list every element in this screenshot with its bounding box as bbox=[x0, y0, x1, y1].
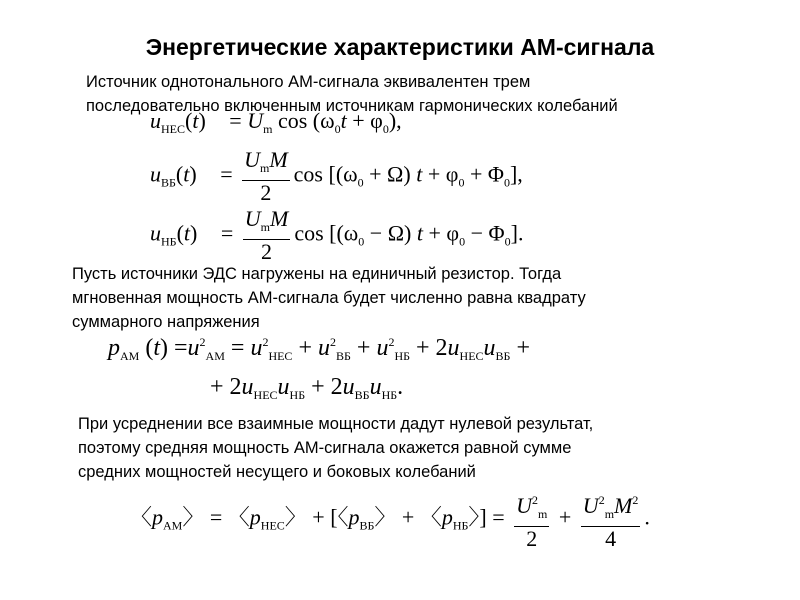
paragraph-line: При усреднении все взаимные мощности дадут нулевой результат, bbox=[78, 415, 594, 433]
equation-carrier: $u_{НЕС}(t) = U_m$ $\cos (\omega_0t + \varphi_0)$, bbox=[150, 108, 402, 136]
equation-instant-power-line2: + $2u_{НЕС}u_{НБ} + 2u_{ВБ}u_{НБ}$. bbox=[210, 374, 404, 402]
paragraph-instant-power bbox=[72, 262, 586, 334]
equation-upper-sideband: $u_{ВБ}(t)$ = $\frac{U_mM}{2}$ $\cos [(\omega_0 + \Omega) t + \varphi_0 + \Phi_0]$, bbox=[150, 147, 523, 205]
paragraph-line: поэтому средняя мощность АМ-сигнала окажется равной сумме bbox=[78, 439, 572, 457]
equation-average-power: 〈$p_{АМ}$〉 = 〈$p_{НЕС}$〉 + [〈$p_{ВБ}$〉 + 〈$p_{НБ}$〉] = $\frac{U^2_m}{2}$ + $\frac{U^2_mM^2}{4}$ . bbox=[130, 493, 650, 551]
paragraph-line: Пусть источники ЭДС нагружены на единичный резистор. Тогда bbox=[72, 265, 562, 283]
paragraph-line: суммарного напряжения bbox=[72, 313, 260, 331]
slide-title: Энергетические характеристики АМ-сигнала bbox=[145, 34, 655, 60]
paragraph-average-power bbox=[78, 412, 593, 484]
paragraph-line: средних мощностей несущего и боковых колебаний bbox=[78, 463, 476, 481]
paragraph-line: последовательно включенным источникам гармонических колебаний bbox=[86, 97, 618, 115]
equation-instant-power-line1: $p_{АМ}$ $(t) =u^2_{АМ} = u^2_{НЕС} + u^2_{ВБ} + u^2_{НБ} + 2u_{НЕС}u_{ВБ}$ + bbox=[108, 335, 530, 363]
paragraph-line: Источник однотонального АМ-сигнала эквивалентен трем bbox=[86, 73, 531, 91]
paragraph-line: мгновенная мощность АМ-сигнала будет численно равна квадрату bbox=[72, 289, 586, 307]
equation-lower-sideband: $u_{НБ}(t)$ = $\frac{U_mM}{2}$ $\cos [(\omega_0 - \Omega) t + \varphi_0 - \Phi_0]$. bbox=[150, 206, 524, 264]
